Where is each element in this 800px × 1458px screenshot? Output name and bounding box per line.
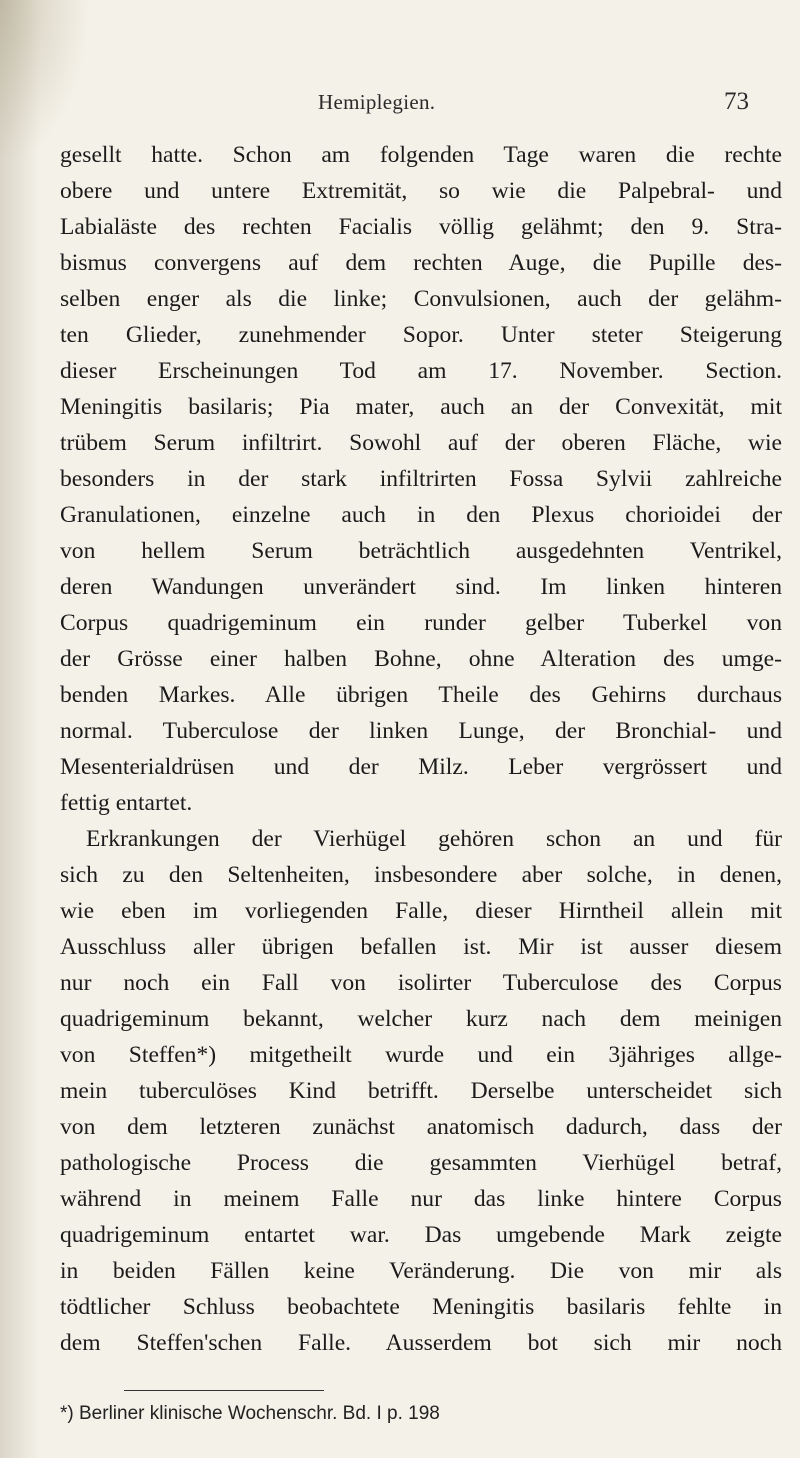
text-line: quadrigeminum entartet war. Das umgebende Mark zeigte [60,1222,782,1248]
page-number: 73 [724,88,749,115]
text-line: in beiden Fällen keine Veränderung. Die von mir als [60,1258,782,1284]
text-line: normal. Tuberculose der linken Lunge, der Bronchial- und [60,718,782,744]
text-line: quadrigeminum bekannt, welcher kurz nach dem meinigen [60,1006,782,1032]
text-line: bismus convergens auf dem rechten Auge, die Pupille des- [60,250,782,276]
text-line: pathologische Process die gesammten Vierhügel betraf, [60,1150,782,1176]
text-line: dem Steffen'schen Falle. Ausserdem bot sich mir noch [60,1330,782,1356]
text-line: ten Glieder, zunehmender Sopor. Unter steter Steigerung [60,322,782,348]
body-text [60,137,782,1361]
text-line: Erkrankungen der Vierhügel gehören schon an und für [86,826,782,852]
text-line: nur noch ein Fall von isolirter Tuberculose des Corpus [60,970,782,996]
text-line: von hellem Serum beträchtlich ausgedehnten Ventrikel, [60,538,782,564]
text-line: fettig entartet. [60,790,193,816]
text-line: Labialäste des rechten Facialis völlig gelähmt; den 9. Stra- [60,214,782,240]
text-line: Mesenterialdrüsen und der Milz. Leber vergrössert und [60,754,782,780]
text-line: mein tuberculöses Kind betrifft. Derselbe unterscheidet sich [60,1078,782,1104]
text-line: obere und untere Extremität, so wie die Palpebral- und [60,178,782,204]
text-line: deren Wandungen unverändert sind. Im linken hinteren [60,574,782,600]
text-line: Ausschluss aller übrigen befallen ist. Mir ist ausser diesem [60,934,782,960]
text-line: besonders in der stark infiltrirten Fossa Sylvii zahlreiche [60,466,782,492]
text-line: der Grösse einer halben Bohne, ohne Alteration des umge- [60,646,782,672]
text-line: gesellt hatte. Schon am folgenden Tage waren die rechte [60,142,782,168]
footnote-divider [124,1390,324,1391]
text-line: Granulationen, einzelne auch in den Plexus chorioidei der [60,502,782,528]
text-line: selben enger als die linke; Convulsionen, auch der gelähm- [60,286,782,312]
text-line: von dem letzteren zunächst anatomisch dadurch, dass der [60,1114,782,1140]
text-line: Corpus quadrigeminum ein runder gelber Tuberkel von [60,610,782,636]
text-line: dieser Erscheinungen Tod am 17. November. Section. [60,358,782,384]
running-header [0,90,800,120]
text-line: von Steffen*) mitgetheilt wurde und ein 3jähriges allge- [60,1042,782,1068]
text-line: sich zu den Seltenheiten, insbesondere aber solche, in denen, [60,862,782,888]
text-line: Meningitis basilaris; Pia mater, auch an der Convexität, mit [60,394,782,420]
paragraph-2 [60,821,782,1361]
footnote: *) Berliner klinische Wochenschr. Bd. I p. 198 [60,1403,440,1424]
text-line: wie eben im vorliegenden Falle, dieser Hirntheil allein mit [60,898,782,924]
text-line: benden Markes. Alle übrigen Theile des Gehirns durchaus [60,682,782,708]
text-line: trübem Serum infiltrirt. Sowohl auf der oberen Fläche, wie [60,430,782,456]
running-title: Hemiplegien. [318,90,436,114]
text-line: während in meinem Falle nur das linke hintere Corpus [60,1186,782,1212]
text-line: tödtlicher Schluss beobachtete Meningitis basilaris fehlte in [60,1294,782,1320]
paragraph-1 [60,137,782,821]
